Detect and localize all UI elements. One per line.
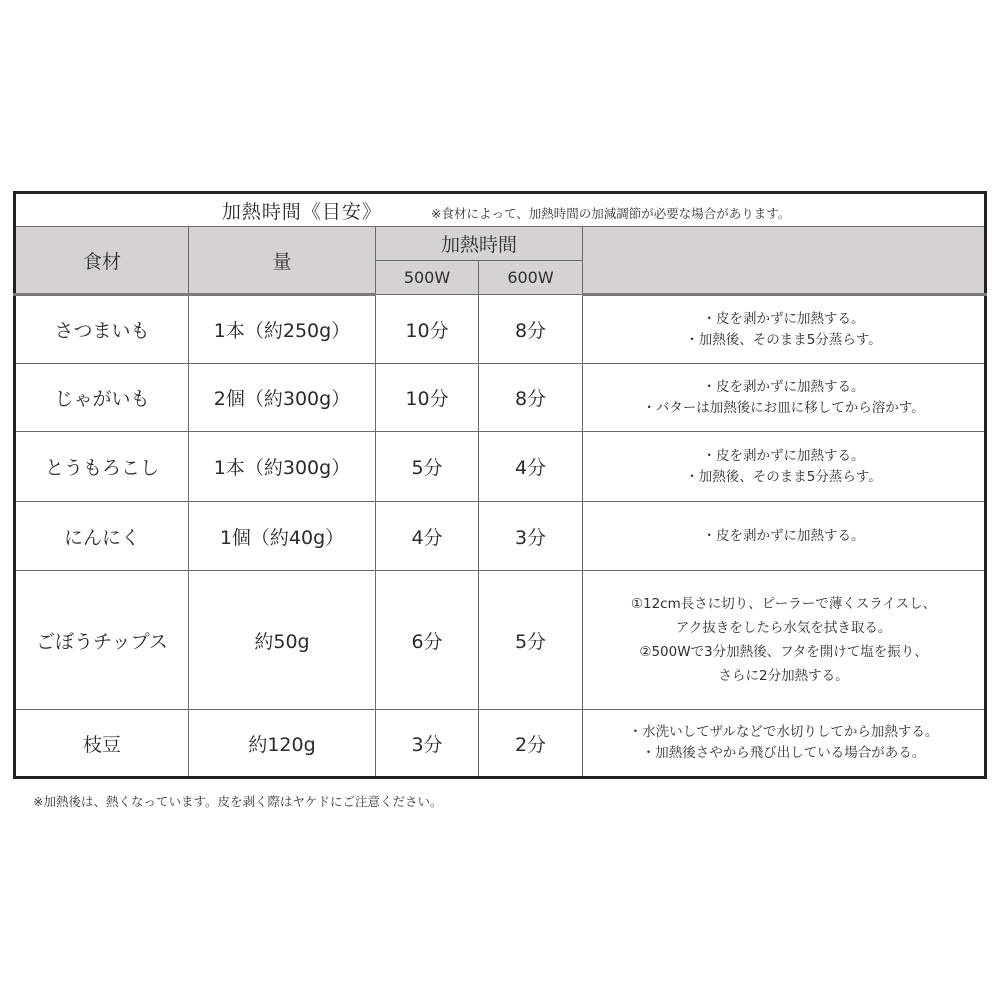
food-cell: 枝豆 xyxy=(15,710,189,778)
note-line: さらに2分加熱する。 xyxy=(718,668,849,684)
time-500w-cell: 3分 xyxy=(376,710,479,778)
header-600w: 600W xyxy=(479,261,583,295)
food-cell: さつまいも xyxy=(15,295,189,364)
header-amount: 量 xyxy=(189,227,376,295)
time-600w-cell: 3分 xyxy=(479,502,583,571)
table-row xyxy=(15,364,986,432)
amount-cell: 約50g xyxy=(189,571,376,710)
time-600w-cell: 8分 xyxy=(479,364,583,432)
notes-cell xyxy=(583,432,986,502)
notes-cell xyxy=(583,710,986,778)
notes-cell xyxy=(583,295,986,364)
heating-time-table xyxy=(13,191,987,779)
note-line: ①12cm長さに切り、ピーラーで薄くスライスし、 xyxy=(630,596,937,612)
food-cell: ごぼうチップス xyxy=(15,571,189,710)
time-500w-cell: 10分 xyxy=(376,295,479,364)
time-600w-cell: 5分 xyxy=(479,571,583,710)
title-row xyxy=(15,193,986,227)
note-line: ・皮を剥かずに加熱する。 xyxy=(702,378,865,395)
title-cell xyxy=(15,193,986,227)
table-title: 加熱時間《目安》 xyxy=(221,200,382,223)
notes-cell xyxy=(583,364,986,432)
header-500w: 500W xyxy=(376,261,479,295)
time-500w-cell: 5分 xyxy=(376,432,479,502)
note-line: ・バターは加熱後にお皿に移してから溶かす。 xyxy=(642,399,925,416)
notes-cell xyxy=(583,571,986,710)
amount-cell: 約120g xyxy=(189,710,376,778)
note-line: ・皮を剥かずに加熱する。 xyxy=(702,527,865,544)
header-heating-time: 加熱時間 xyxy=(376,227,583,261)
food-cell: とうもろこし xyxy=(15,432,189,502)
note-line: ・加熱後さやから飛び出している場合がある。 xyxy=(641,745,926,761)
notes-cell xyxy=(583,502,986,571)
note-line: ・水洗いしてザルなどで水切りしてから加熱する。 xyxy=(628,724,939,740)
table-title-note: ※食材によって、加熱時間の加減調節が必要な場合があります。 xyxy=(430,205,791,221)
amount-cell: 1本（約250g） xyxy=(189,295,376,364)
table-row xyxy=(15,502,986,571)
amount-cell: 1本（約300g） xyxy=(189,432,376,502)
note-line: ・加熱後、そのまま5分蒸らす。 xyxy=(685,331,882,348)
note-line: ・皮を剥かずに加熱する。 xyxy=(702,310,865,327)
header-food: 食材 xyxy=(15,227,189,295)
amount-cell: 2個（約300g） xyxy=(189,364,376,432)
time-500w-cell: 4分 xyxy=(376,502,479,571)
time-600w-cell: 4分 xyxy=(479,432,583,502)
table-row xyxy=(15,710,986,778)
time-600w-cell: 2分 xyxy=(479,710,583,778)
amount-cell: 1個（約40g） xyxy=(189,502,376,571)
header-row xyxy=(15,227,986,261)
header-notes xyxy=(583,227,986,295)
table-row xyxy=(15,295,986,364)
heating-time-table-container xyxy=(13,191,984,779)
note-line: ②500Wで3分加熱後、フタを開けて塩を振り、 xyxy=(639,644,928,660)
food-cell: にんにく xyxy=(15,502,189,571)
time-600w-cell: 8分 xyxy=(479,295,583,364)
footnote: ※加熱後は、熱くなっています。皮を剥く際はヤケドにご注意ください。 xyxy=(33,794,443,809)
time-500w-cell: 6分 xyxy=(376,571,479,710)
table-row xyxy=(15,571,986,710)
time-500w-cell: 10分 xyxy=(376,364,479,432)
note-line: ・加熱後、そのまま5分蒸らす。 xyxy=(685,468,882,485)
note-line: ・皮を剥かずに加熱する。 xyxy=(702,447,865,464)
table-row xyxy=(15,432,986,502)
food-cell: じゃがいも xyxy=(15,364,189,432)
note-line: アク抜きをしたら水気を拭き取る。 xyxy=(675,620,892,636)
